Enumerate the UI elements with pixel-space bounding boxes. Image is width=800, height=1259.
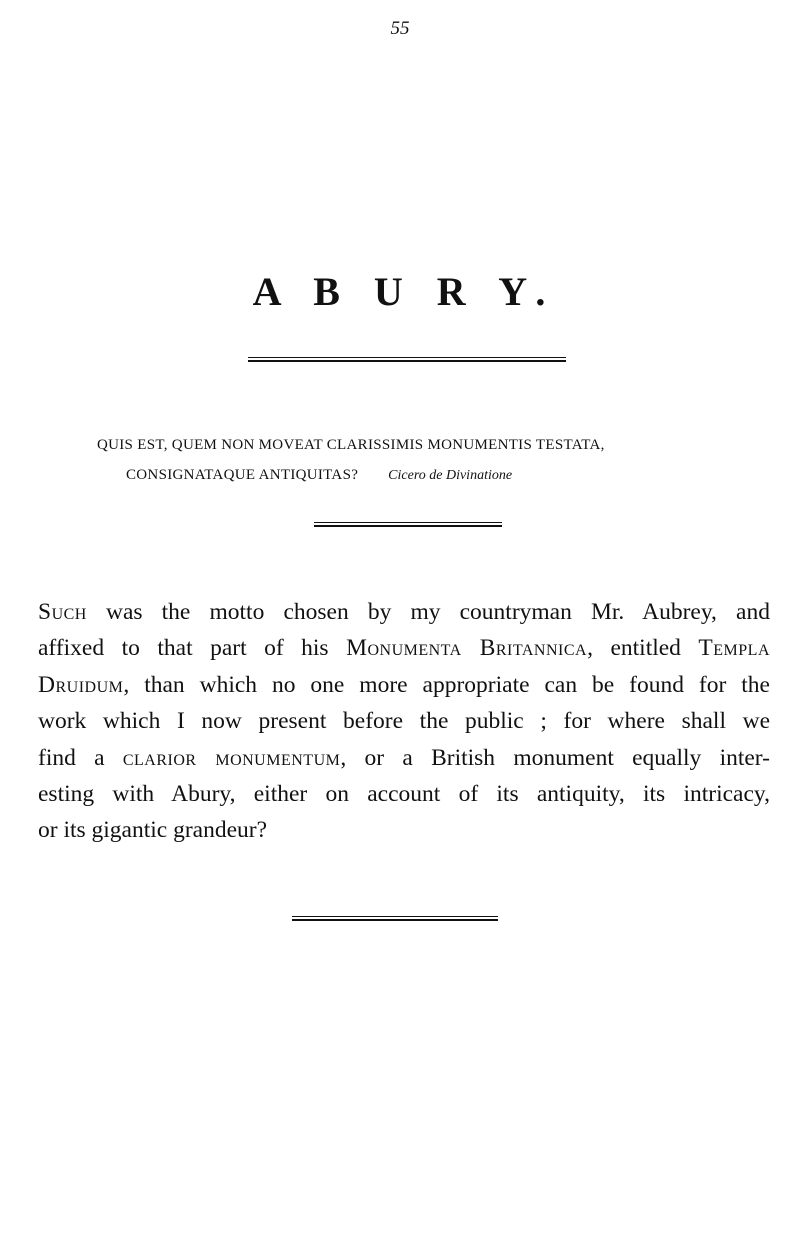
line-text: , or a British monument equally inter-: [340, 744, 770, 771]
paragraph-line-2: [38, 630, 770, 666]
line-text: , entitled: [587, 635, 699, 662]
epigraph-line-1: QUIS EST, QUEM NON MOVEAT CLARISSIMIS MONUMENTIS TESTATA,: [97, 437, 605, 453]
paragraph-line-5: [38, 740, 770, 776]
line-text: , than which no one more appropriate can be found for the: [123, 671, 770, 698]
small-caps-text: Monumenta Britannica: [346, 635, 588, 662]
line-text: find a: [38, 744, 123, 771]
paragraph-line-4: work which I now present before the public ; for where shall we: [38, 708, 770, 735]
small-caps-text: Such: [38, 599, 87, 625]
small-caps-text: Templa: [698, 635, 771, 662]
paragraph-line-1: [38, 594, 770, 630]
small-caps-text: clarior monumentum: [122, 744, 341, 771]
epigraph-citation: Cicero de Divinatione: [388, 468, 513, 483]
body-paragraph: [38, 594, 770, 849]
paragraph-line-7: or its gigantic grandeur?: [38, 817, 268, 844]
line-text: was the motto chosen by my countryman Mr. Aubrey, and: [86, 599, 770, 625]
paragraph-line-6: esting with Abury, either on account of its antiquity, its intricacy,: [38, 781, 770, 808]
epigraph-line-2: [126, 467, 512, 484]
line-text: affixed to that part of his: [38, 635, 347, 662]
small-caps-text: Druidum: [38, 671, 124, 698]
closing-divider-rule: [292, 916, 498, 917]
epigraph-divider-rule: [314, 522, 502, 523]
chapter-title: A B U R Y.: [252, 269, 558, 314]
title-divider-rule: [248, 357, 566, 358]
epigraph-text: CONSIGNATAQUE ANTIQUITAS?: [126, 467, 359, 483]
paragraph-line-3: [38, 667, 770, 703]
page-number: 55: [390, 18, 410, 39]
